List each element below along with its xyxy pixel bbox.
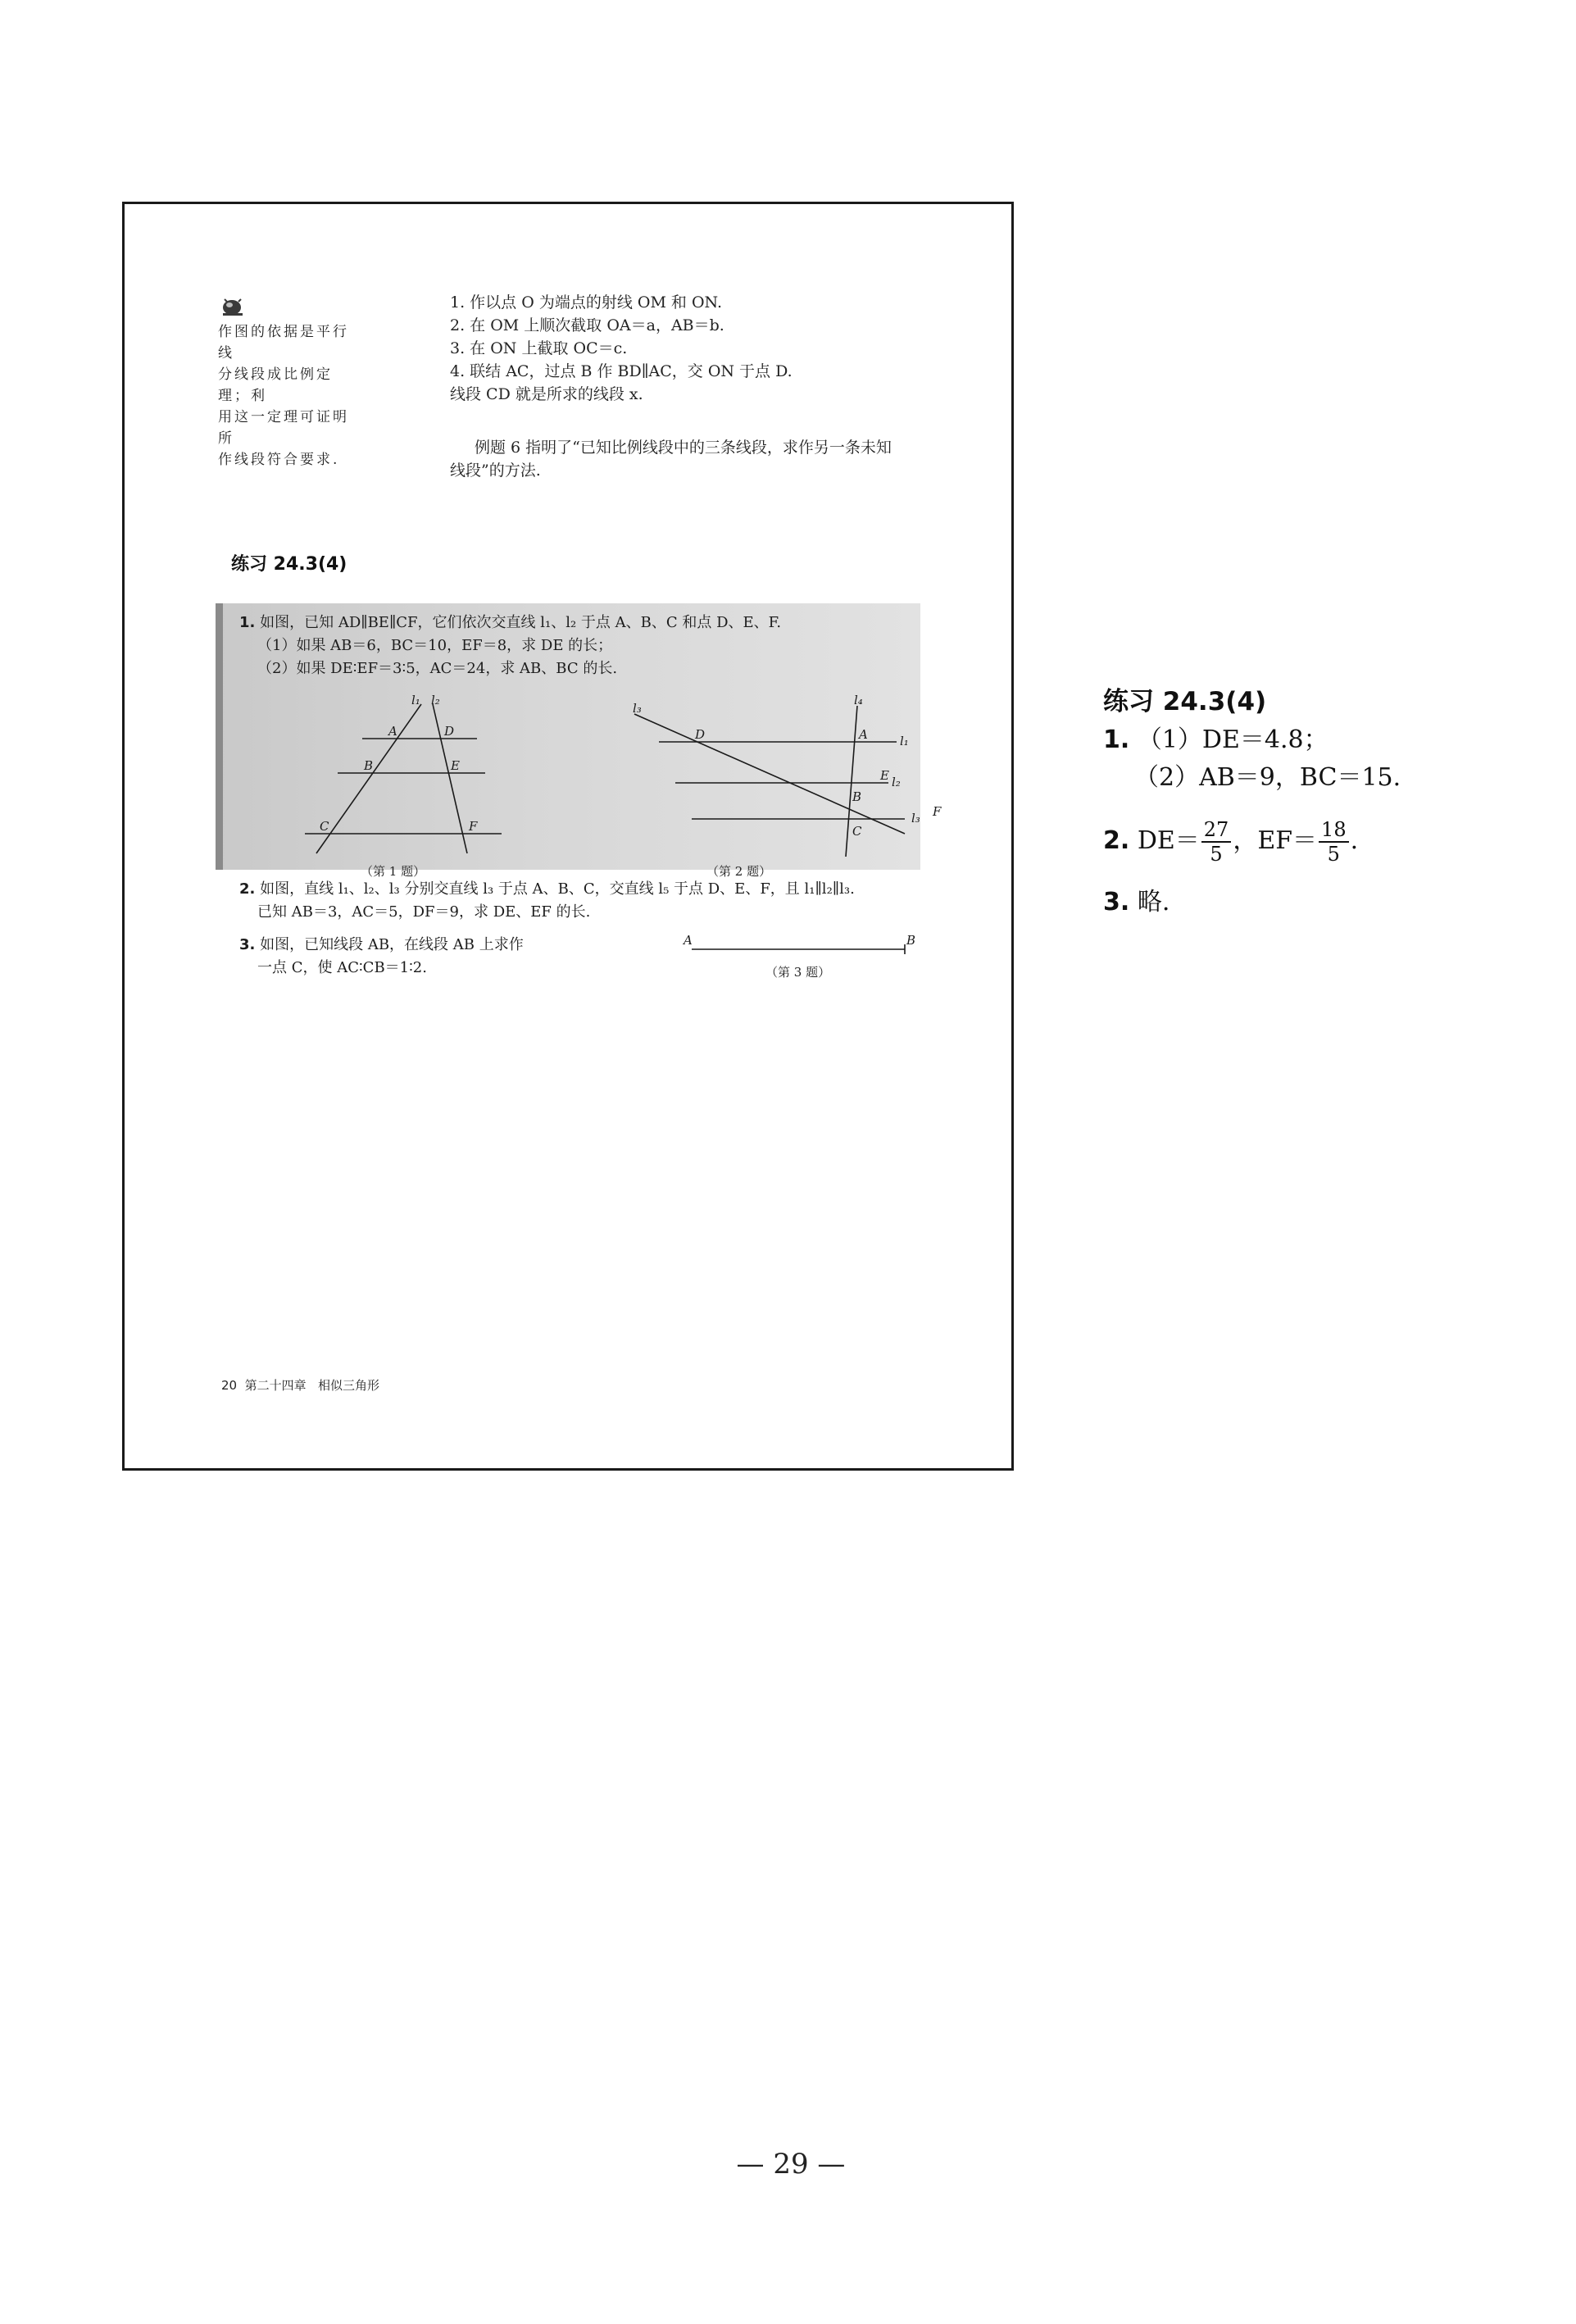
figure-1 (288, 693, 551, 860)
line-l1 (316, 704, 421, 853)
question-1 (239, 612, 920, 680)
question-sub-1: （1）如果 AB＝6，BC＝10，EF＝8，求 DE 的长； (257, 637, 613, 654)
label-B: B (852, 789, 862, 804)
side-note-line: 分线段成比例定理；利 (218, 366, 333, 404)
page-number: — 29 — (736, 2148, 846, 2181)
side-note-line: 作图的依据是平行线 (218, 324, 349, 362)
side-note-line: 用这一定理可证明所 (218, 409, 349, 447)
question-3 (239, 934, 608, 980)
exercise-title: 练习 24.3(4) (231, 554, 347, 575)
question-2 (239, 878, 977, 924)
step-line: 3. 在 ON 上截取 OC＝c. (450, 339, 628, 357)
question-text: 如图，直线 l₁、l₂、l₃ 分别交直线 l₃ 于点 A、B、C，交直线 l₅ 于点 D、E、F，且 l₁∥l₂∥l₃. (260, 880, 855, 898)
side-note (218, 321, 357, 471)
figure-2-caption: （第 2 题） (706, 864, 772, 879)
fraction-denominator: 5 (1327, 843, 1340, 866)
answer-number: 1. (1103, 725, 1130, 754)
label-l4: l₄ (854, 693, 863, 707)
figure-3-caption: （第 3 题） (765, 965, 831, 980)
question-number: 2. (239, 880, 256, 898)
footer-title: 相似三角形 (317, 1378, 379, 1393)
figure-2 (626, 693, 942, 868)
question-number: 3. (239, 936, 256, 953)
label-D: D (695, 727, 706, 742)
question-text: 如图，已知 AD∥BE∥CF，它们依次交直线 l₁、l₂ 于点 A、B、C 和点 D、E、F. (260, 614, 782, 631)
fraction-denominator: 5 (1210, 843, 1223, 866)
label-l3-right: l₃ (911, 811, 920, 825)
label-B: B (906, 933, 916, 948)
label-D: D (444, 724, 455, 739)
label-l2: l₂ (892, 775, 901, 789)
question-text: 如图，已知线段 AB，在线段 AB 上求作 (260, 936, 524, 953)
label-l3: l₃ (633, 701, 642, 716)
step-line: 1. 作以点 O 为端点的射线 OM 和 ON. (450, 293, 722, 312)
step-line: 4. 联结 AC，过点 B 作 BD∥AC，交 ON 于点 D. (450, 362, 793, 380)
label-C: C (320, 819, 329, 834)
step-line: 线段 CD 就是所求的线段 x. (450, 385, 643, 403)
answer-text: 略. (1137, 888, 1170, 916)
answer-end: . (1350, 826, 1359, 855)
footer-chapter: 第二十四章 (244, 1378, 307, 1393)
answer-title: 练习 24.3(4) (1103, 687, 1267, 716)
panel-bar (216, 603, 223, 870)
label-l1: l₁ (411, 693, 420, 707)
answer-2 (1103, 820, 1562, 864)
question-number: 1. (239, 614, 256, 631)
label-A: A (859, 727, 868, 742)
example-summary (450, 436, 991, 482)
figure-1-caption: （第 1 题） (361, 864, 426, 879)
label-F: F (469, 819, 478, 834)
label-A: A (388, 724, 397, 739)
footer-page: 20 (221, 1378, 238, 1393)
fraction-numerator: 27 (1201, 820, 1232, 843)
question-text-2: 已知 AB＝3，AC＝5，DF＝9，求 DE、EF 的长. (257, 903, 591, 921)
answer-part: （2）AB＝9，BC＝15. (1134, 763, 1401, 792)
fraction-numerator: 18 (1319, 820, 1349, 843)
answer-label: ，EF＝ (1233, 826, 1318, 855)
question-text-2: 一点 C，使 AC∶CB＝1∶2. (257, 959, 427, 976)
side-note-line: 作线段符合要求. (218, 452, 340, 468)
label-A: A (684, 933, 693, 948)
answer-part: （1）DE＝4.8； (1137, 725, 1328, 754)
answer-label: DE＝ (1137, 826, 1200, 855)
fraction-de (1201, 820, 1232, 864)
label-E: E (880, 768, 889, 783)
construction-steps (450, 291, 974, 406)
textbook-footer (221, 1376, 379, 1394)
summary-line: 例题 6 指明了“已知比例线段中的三条线段，求作另一条未知 (475, 439, 892, 457)
label-F: F (933, 804, 942, 819)
summary-line: 线段”的方法. (450, 462, 541, 480)
fraction-ef (1319, 820, 1349, 864)
answer-1 (1103, 721, 1529, 797)
figure-3 (684, 930, 921, 962)
question-sub-2: （2）如果 DE∶EF＝3∶5，AC＝24，求 AB、BC 的长. (257, 660, 618, 677)
label-E: E (451, 758, 460, 773)
label-B: B (364, 758, 374, 773)
answer-number: 2. (1103, 826, 1130, 855)
lightbulb-icon (220, 294, 248, 319)
label-l2: l₂ (431, 693, 440, 707)
answer-number: 3. (1103, 888, 1130, 916)
label-l1: l₁ (900, 734, 909, 748)
textbook-page (122, 202, 1014, 1471)
answer-3 (1103, 884, 1170, 921)
label-C: C (852, 824, 862, 839)
step-line: 2. 在 OM 上顺次截取 OA＝a，AB＝b. (450, 316, 724, 334)
